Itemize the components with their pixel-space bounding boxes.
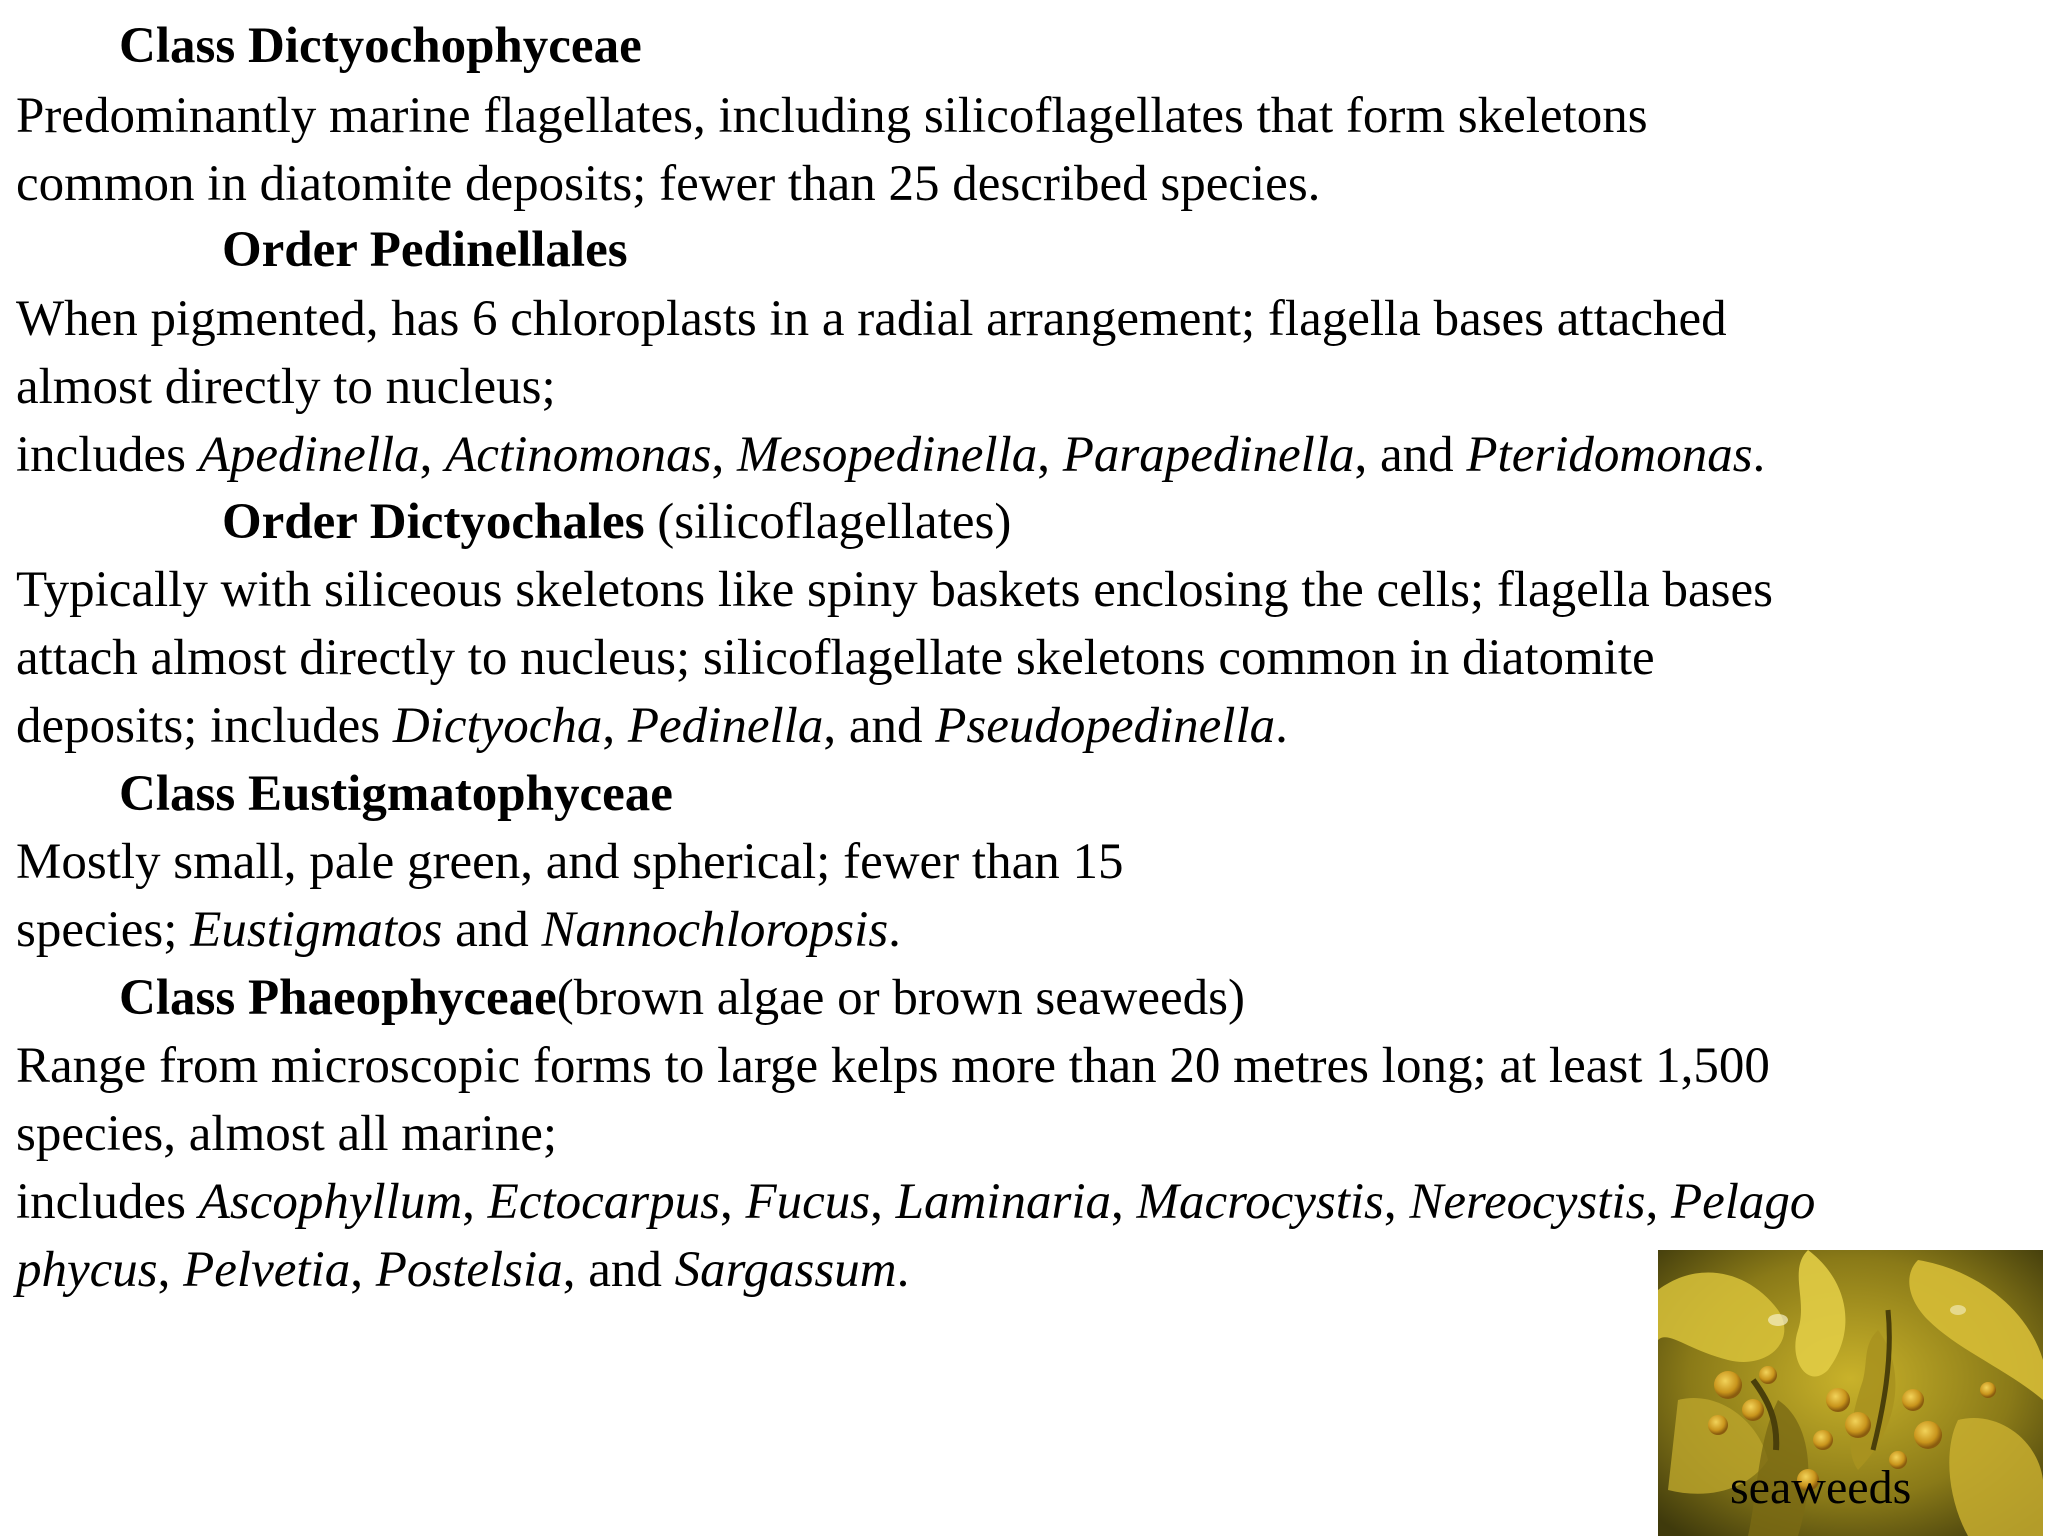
separator: , xyxy=(719,1174,746,1230)
pedinellales-genera-line xyxy=(16,421,1765,489)
order-dictyochales-heading-line xyxy=(222,488,1011,556)
period: . xyxy=(896,1242,910,1298)
genus-name: Laminaria xyxy=(895,1174,1111,1230)
genus-name: Actinomonas xyxy=(445,427,712,483)
class-eustigmatophyceae-heading: Class Eustigmatophyceae xyxy=(119,766,673,822)
genus-name: Dictyocha xyxy=(392,698,603,754)
includes-label: includes xyxy=(16,427,199,483)
order-dictyochales-heading: Order Dictyochales xyxy=(222,494,645,550)
separator: , xyxy=(602,698,628,754)
genus-name: Apedinella xyxy=(198,427,420,483)
period: . xyxy=(888,902,901,958)
separator: , xyxy=(419,427,446,483)
separator: , xyxy=(870,1174,896,1230)
separator: , xyxy=(711,427,737,483)
separator: , xyxy=(462,1174,488,1230)
photo-caption: seaweeds xyxy=(1730,1461,1912,1514)
separator: , xyxy=(1037,427,1063,483)
eustig-desc-line-1: Mostly small, pale green, and spherical; fewer than 15 xyxy=(16,834,1124,890)
phaeo-genera-line-1 xyxy=(16,1168,1815,1236)
pedinellales-desc-line-2: almost directly to nucleus; xyxy=(16,359,556,415)
period: . xyxy=(1752,427,1766,483)
separator: , xyxy=(1645,1174,1671,1230)
seaweed-photo xyxy=(1658,1250,2043,1536)
dictyochales-genera-line xyxy=(16,692,1288,760)
eustig-genera-line xyxy=(16,896,901,964)
genus-name: Sargassum xyxy=(674,1242,897,1298)
genus-name: Nannochloropsis xyxy=(541,902,889,958)
heading-note: (silicoflagellates) xyxy=(644,494,1012,550)
dictyochales-desc-line-2: attach almost directly to nucleus; silicoflagellate skeletons common in diatomite xyxy=(16,630,1655,686)
separator: , xyxy=(1383,1174,1410,1230)
dictyo-desc-line-1: Predominantly marine flagellates, including silicoflagellates that form skeletons xyxy=(16,88,1648,144)
genus-name: Pelvetia xyxy=(183,1242,351,1298)
dictyo-desc-line-2: common in diatomite deposits; fewer than 25 described species. xyxy=(16,156,1321,212)
dictyochales-desc-line-1: Typically with siliceous skeletons like spiny baskets enclosing the cells; flagella bases xyxy=(16,562,1773,618)
separator: , xyxy=(1111,1174,1137,1230)
genus-name: Postelsia xyxy=(375,1242,563,1298)
includes-label: deposits; includes xyxy=(16,698,393,754)
genus-name: Eustigmatos xyxy=(190,902,443,958)
genus-name: Nereocystis xyxy=(1409,1174,1646,1230)
class-phaeophyceae-heading: Class Phaeophyceae xyxy=(119,970,557,1026)
genus-name: Mesopedinella xyxy=(736,427,1038,483)
separator: , xyxy=(350,1242,376,1298)
class-dictyochophyceae-heading: Class Dictyochophyceae xyxy=(119,18,642,74)
separator: , and xyxy=(1354,427,1467,483)
genus-name: phycus xyxy=(16,1242,158,1298)
genus-name: Fucus xyxy=(745,1174,871,1230)
genus-name: Pelago xyxy=(1670,1174,1816,1230)
genus-name: Macrocystis xyxy=(1136,1174,1384,1230)
genus-name: Parapedinella xyxy=(1062,427,1355,483)
genus-name: Ectocarpus xyxy=(487,1174,720,1230)
includes-label: includes xyxy=(16,1174,199,1230)
separator: , and xyxy=(562,1242,675,1298)
period: . xyxy=(1275,698,1288,754)
phaeo-genera-line-2 xyxy=(16,1236,909,1304)
heading-note: (brown algae or brown seaweeds) xyxy=(556,970,1245,1026)
genus-name: Ascophyllum xyxy=(198,1174,463,1230)
separator: , xyxy=(157,1242,184,1298)
phaeo-desc-line-1: Range from microscopic forms to large kelps more than 20 metres long; at least 1,500 xyxy=(16,1038,1770,1094)
phaeo-desc-line-2: species, almost all marine; xyxy=(16,1106,558,1162)
genus-name: Pedinella xyxy=(627,698,824,754)
genus-name: Pteridomonas xyxy=(1466,427,1753,483)
order-pedinellales-heading: Order Pedinellales xyxy=(222,222,628,278)
includes-label: species; xyxy=(16,902,191,958)
separator: and xyxy=(442,902,542,958)
genus-name: Pseudopedinella xyxy=(935,698,1276,754)
pedinellales-desc-line-1: When pigmented, has 6 chloroplasts in a radial arrangement; flagella bases attached xyxy=(16,291,1727,347)
separator: , and xyxy=(823,698,936,754)
class-phaeophyceae-heading-line xyxy=(119,964,1245,1032)
